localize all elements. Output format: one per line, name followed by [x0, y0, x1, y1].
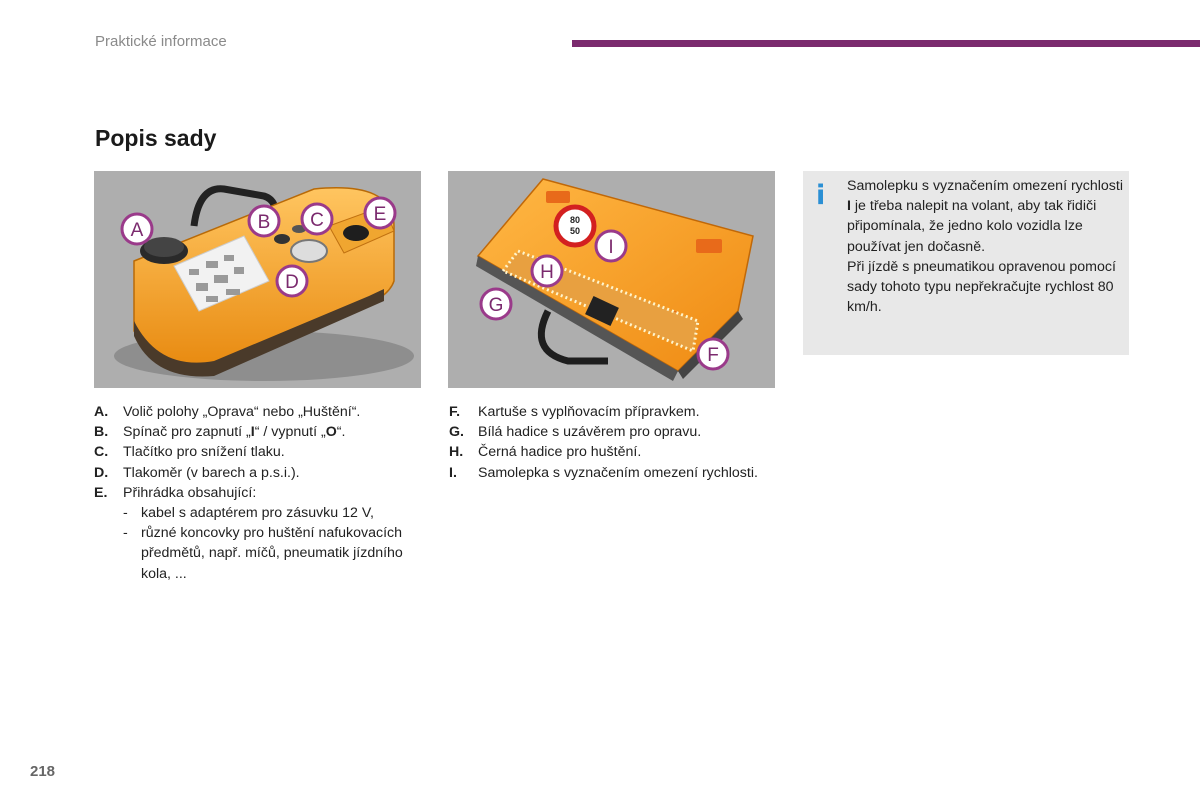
sub-list-item: - kabel s adaptérem pro zásuvku 12 V, — [123, 505, 374, 522]
svg-text:C: C — [310, 210, 324, 231]
section-header: Praktické informace — [95, 33, 227, 50]
page-number: 218 — [30, 763, 56, 780]
callout-g — [481, 289, 511, 319]
legend-list-left — [94, 402, 424, 584]
svg-text:B: B — [257, 212, 271, 233]
svg-text:E: E — [373, 204, 387, 225]
list-item: D. Tlakoměr (v barech a p.s.i.). — [94, 464, 300, 481]
svg-text:F: F — [707, 345, 719, 366]
sub-list-item: - různé koncovky pro huštění nafukovacích předmětů, např. míčů, pneumatik jízdního kola, ... — [123, 525, 403, 582]
callout-c — [302, 204, 332, 234]
list-item: A. Volič polohy „Oprava“ nebo „Huštění“. — [94, 404, 361, 420]
info-box — [803, 171, 1129, 355]
info-icon: i — [816, 180, 826, 211]
info-text: Samolepku s vyznačením omezení rychlosti I je třeba nalepit na volant, aby tak řidiči připomínala, že jedno kolo vozidla lze používat jen dočasně. Při jízdě s pneumatikou opravenou pomocí sady tohoto typu nepřekračujte rychlost 80 km/h. — [847, 178, 1123, 316]
callout-h — [532, 256, 562, 286]
list-item: E. Přihrádka obsahující: - kabel s adaptérem pro zásuvku 12 V, - různé koncovky pro huštění nafukovacích předmětů, např. míčů, pneumatik jízdního kola, ... — [94, 483, 424, 584]
svg-text:80: 80 — [569, 215, 581, 225]
speed-sticker — [556, 207, 594, 245]
callout-f — [698, 339, 728, 369]
page-title: Popis sady — [95, 125, 217, 151]
svg-text:A: A — [130, 220, 144, 241]
callout-b — [249, 206, 279, 236]
list-item: H. Černá hadice pro huštění. — [449, 444, 642, 461]
compressor-illustration — [94, 171, 421, 388]
list-item: F. Kartuše s vyplňovacím přípravkem. — [449, 404, 700, 420]
header-accent-bar — [572, 40, 1200, 47]
svg-text:H: H — [540, 262, 554, 283]
svg-text:G: G — [488, 295, 504, 316]
callout-a — [122, 214, 152, 244]
legend-list-right — [449, 402, 779, 483]
callout-e — [365, 198, 395, 228]
svg-text:50: 50 — [569, 226, 581, 236]
callout-d — [277, 266, 307, 296]
callout-i — [596, 231, 626, 261]
list-item: G. Bílá hadice s uzávěrem pro opravu. — [449, 424, 702, 441]
list-item: B. Spínač pro zapnutí „I“ / vypnutí „O“. — [94, 424, 346, 441]
svg-text:I: I — [608, 237, 614, 258]
list-item: C. Tlačítko pro snížení tlaku. — [94, 444, 285, 461]
svg-text:D: D — [285, 272, 299, 293]
sub-list — [123, 503, 424, 584]
list-item: I. Samolepka s vyznačením omezení rychlosti. — [449, 464, 758, 481]
case-illustration — [448, 171, 775, 388]
